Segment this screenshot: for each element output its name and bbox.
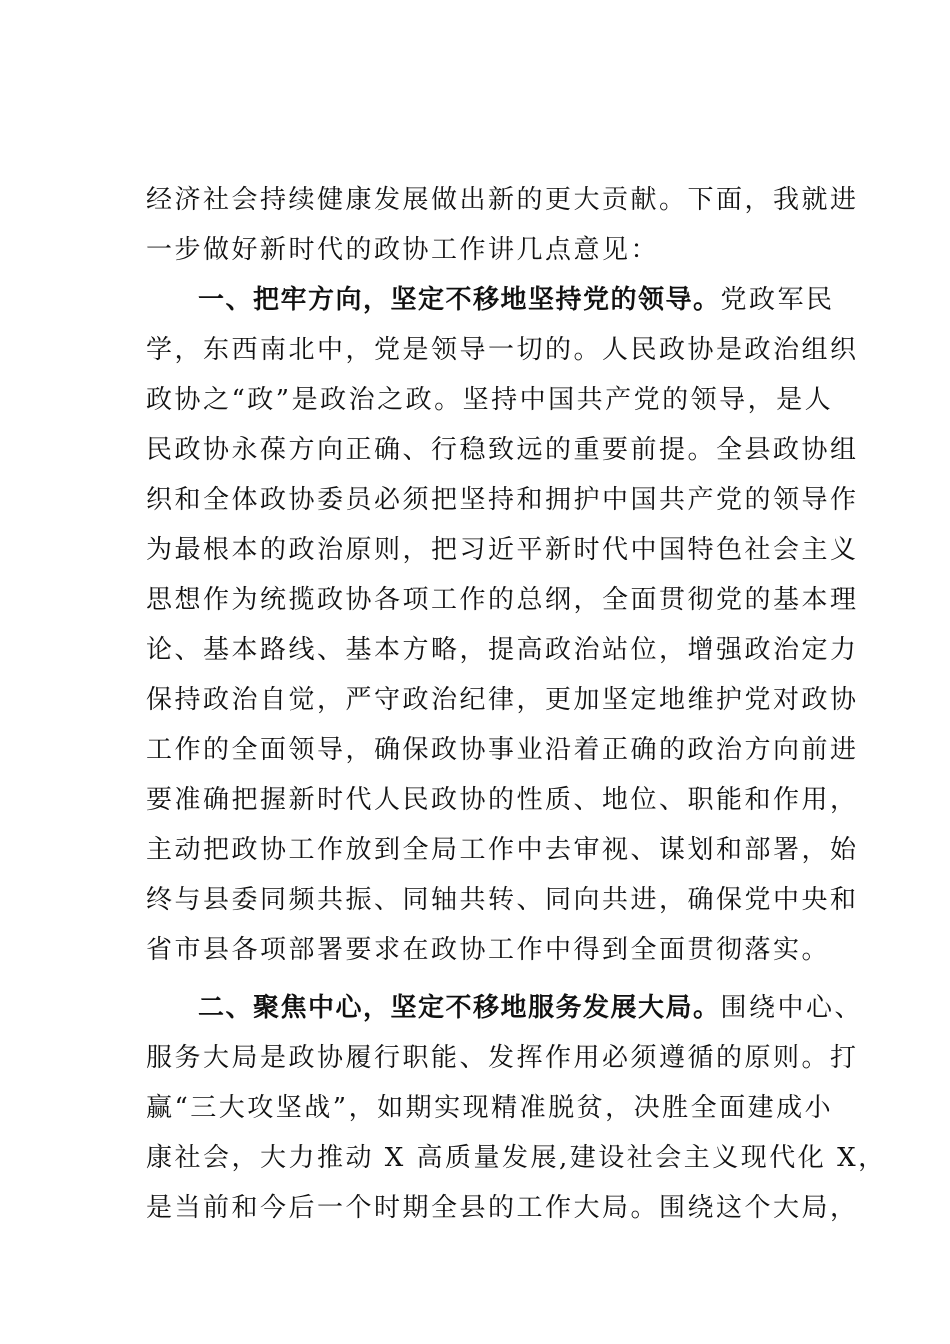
text-line: 保持政治自觉，严守政治纪律，更加坚定地维护党对政协 [146, 685, 859, 715]
text-line: 织和全体政协委员必须把坚持和拥护中国共产党的领导作 [146, 485, 859, 515]
section-1-first-line [146, 275, 835, 325]
section-2-lead-text: 围绕中心、 [720, 993, 864, 1023]
text-line: 是当前和今后一个时期全县的工作大局。围绕这个大局， [146, 1193, 859, 1223]
body-text [146, 175, 887, 1233]
text-line: 一步做好新时代的政协工作讲几点意见： [146, 235, 660, 265]
text-line: 学，东西南北中，党是领导一切的。人民政协是政治组织 [146, 335, 859, 365]
text-line: 要准确把握新时代人民政协的性质、地位、职能和作用， [146, 785, 859, 815]
text-line: 经济社会持续健康发展做出新的更大贡献。下面，我就进 [146, 185, 859, 215]
text-line: 省市县各项部署要求在政协工作中得到全面贯彻落实。 [146, 935, 831, 965]
section-1-lead-text: 党政军民 [720, 285, 835, 315]
text-line: 主动把政协工作放到全局工作中去审视、谋划和部署，始 [146, 835, 859, 865]
section-1-heading: 一、把牢方向，坚定不移地坚持党的领导。 [198, 285, 721, 315]
text-line: 论、基本路线、基本方略，提高政治站位，增强政治定力 [146, 635, 859, 665]
text-line: 民政协永葆方向正确、行稳致远的重要前提。全县政协组 [146, 435, 859, 465]
text-line: 服务大局是政协履行职能、发挥作用必须遵循的原则。打 [146, 1043, 859, 1073]
text-line: 终与县委同频共振、同轴共转、同向共进，确保党中央和 [146, 885, 859, 915]
text-line: 思想作为统揽政协各项工作的总纲，全面贯彻党的基本理 [146, 585, 859, 615]
text-line: 康社会，大力推动 X 高质量发展,建设社会主义现代化 X， [146, 1143, 887, 1173]
section-2-heading: 二、聚焦中心，坚定不移地服务发展大局。 [198, 993, 721, 1023]
section-2-first-line [146, 983, 864, 1033]
text-line: 为最根本的政治原则，把习近平新时代中国特色社会主义 [146, 535, 859, 565]
text-line: 政协之“政”是政治之政。坚持中国共产党的领导，是人 [146, 385, 834, 415]
text-line: 工作的全面领导，确保政协事业沿着正确的政治方向前进 [146, 735, 859, 765]
text-line: 赢“三大攻坚战”，如期实现精准脱贫，决胜全面建成小 [146, 1093, 834, 1123]
